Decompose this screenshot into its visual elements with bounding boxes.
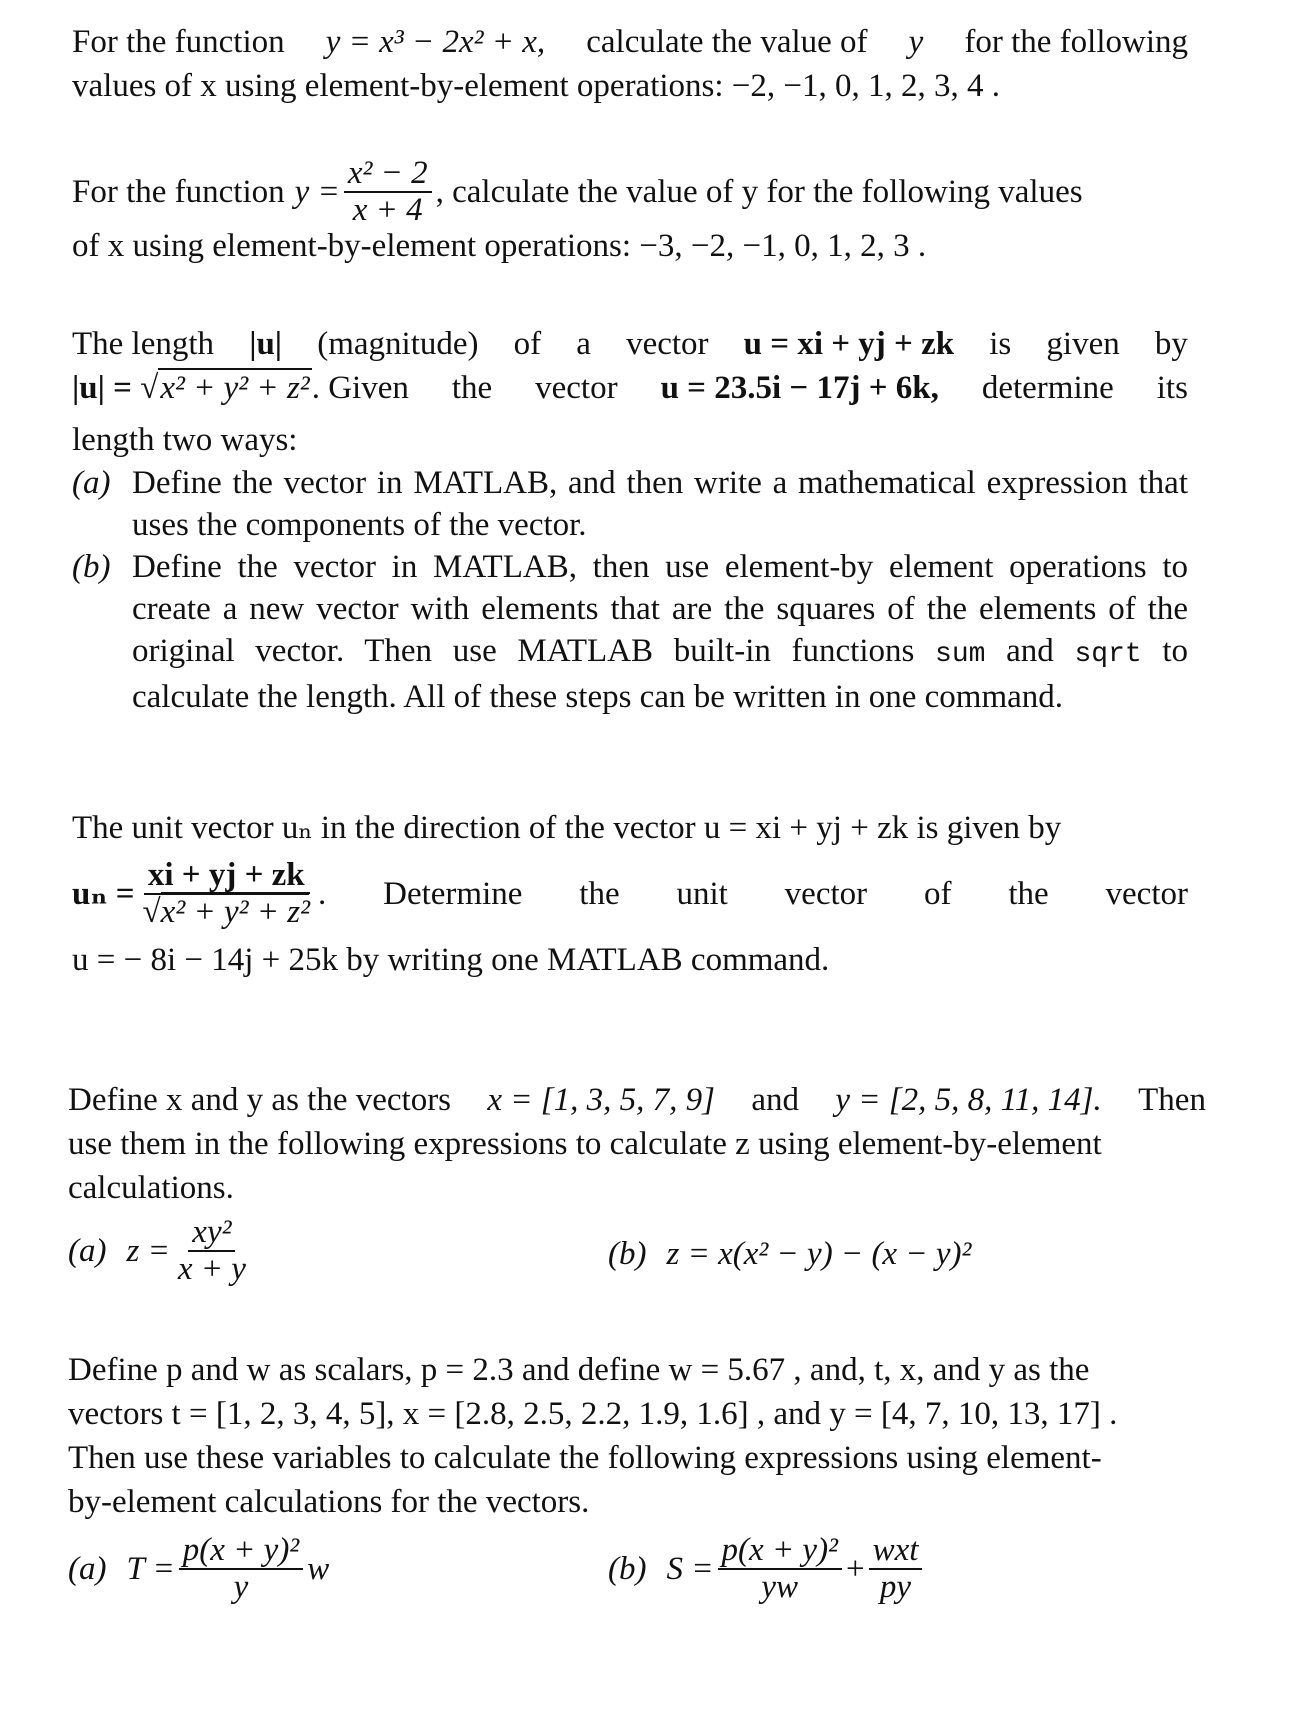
p1-text-2: calculate the value of <box>586 24 868 60</box>
problem-4 <box>72 806 1188 982</box>
p6-part-a-w: w <box>307 1551 330 1587</box>
p3-l1-d: of <box>513 326 542 362</box>
problem-3-line-3: length two ways: <box>72 422 298 458</box>
problem-5-line-2: use them in the following expressions to calculate z using element-by-element <box>68 1126 1102 1162</box>
problem-5 <box>68 1078 1206 1296</box>
p3-part-a-text: Define the vector in MATLAB, and then write a mathematical expression that uses the components of the vector. <box>132 465 1188 543</box>
p3-l2-a: . Given <box>311 370 409 406</box>
problem-4-line-2 <box>72 850 1188 938</box>
p4-w2: the <box>579 876 620 912</box>
p6-part-b-label: (b) <box>608 1551 647 1587</box>
p5-part-a-fraction <box>174 1216 250 1286</box>
problem-2-line-1 <box>72 155 1188 228</box>
p5-l1-a: Define x and y as the vectors <box>68 1082 452 1118</box>
p2-text-2: , calculate the value of y for the following values <box>435 174 1083 210</box>
problem-2 <box>72 155 1188 268</box>
p2-numerator: x² − 2 <box>344 157 432 193</box>
problem-3-line-1 <box>72 322 1188 366</box>
p3-part-b-text-1: Define the vector in MATLAB, then use element-by element operations to create a new vector with elements that are the squares of the elements of the original vector. Then use MATLAB built-in functions <box>132 549 1188 669</box>
p4-w3: unit <box>676 876 728 912</box>
p3-l1-vector-eq: u = xi + yj + zk <box>743 326 955 362</box>
p6-part-b-denominator-1: yw <box>761 1569 799 1605</box>
p5-x-vector: x = [1, 3, 5, 7, 9] <box>487 1082 715 1118</box>
p4-denominator: √x² + y² + z² <box>142 894 311 930</box>
p3-l1-a: The length <box>72 326 215 362</box>
p5-y-vector: y = [2, 5, 8, 11, 14]. <box>835 1082 1102 1118</box>
problem-3-part-b <box>72 546 1188 718</box>
p1-text-3: for the following <box>964 24 1188 60</box>
p5-equation-a <box>68 1216 254 1286</box>
p3-part-a-label: (a) <box>72 465 111 501</box>
p5-part-a-label: (a) <box>68 1233 107 1269</box>
p6-part-a-numerator: p(x + y)² <box>179 1534 303 1570</box>
problem-6-line-2: vectors t = [1, 2, 3, 4, 5], x = [2.8, 2.5, 2.2, 1.9, 1.6] , and y = [4, 7, 10, 13, 17] . <box>68 1396 1118 1432</box>
p6-part-a-denominator: y <box>233 1569 249 1605</box>
problem-3-part-a <box>72 462 1188 546</box>
p6-part-b-fraction-1 <box>718 1534 842 1604</box>
p6-part-b-fraction-2 <box>869 1534 923 1604</box>
problem-1 <box>72 20 1188 108</box>
p3-code-sum: sum <box>935 639 986 670</box>
p2-denominator: x + 4 <box>352 192 423 228</box>
problem-4-line-3: u = − 8i − 14j + 25k by writing one MATLAB command. <box>72 942 830 978</box>
p3-l1-h: is <box>989 326 1012 362</box>
p3-code-sqrt: sqrt <box>1074 639 1142 670</box>
p2-text-1: For the function <box>72 174 285 210</box>
problem-1-line-1 <box>72 20 1188 64</box>
problem-6-line-1: Define p and w as scalars, p = 2.3 and define w = 5.67 , and, t, x, and y as the <box>68 1352 1090 1388</box>
problem-5-line-1 <box>68 1078 1206 1122</box>
p3-l1-c: (magnitude) <box>317 326 479 362</box>
problem-5-line-3: calculations. <box>68 1170 234 1206</box>
p3-l2-b: the <box>451 370 493 406</box>
p5-part-b-label: (b) <box>608 1236 647 1272</box>
p3-l2-vector-value: u = 23.5i − 17j + 6k, <box>660 370 939 406</box>
problem-4-line-1: The unit vector uₙ in the direction of the vector u = xi + yj + zk is given by <box>72 810 1062 846</box>
p4-dot: . <box>318 876 327 912</box>
p3-l1-e: a <box>576 326 591 362</box>
p4-w4: vector <box>784 876 868 912</box>
p6-part-b-plus: + <box>845 1551 865 1587</box>
p4-w5: of <box>923 876 952 912</box>
problem-3 <box>72 322 1188 718</box>
p6-part-a-lhs: T = <box>126 1551 175 1587</box>
p4-w1: Determine <box>383 876 523 912</box>
p3-l2-formula <box>72 366 409 410</box>
p3-l1-f: vector <box>626 326 709 362</box>
problem-5-equations <box>68 1216 1206 1296</box>
problem-1-line-2: values of x using element-by-element operations: −2, −1, 0, 1, 2, 3, 4 . <box>72 68 1001 104</box>
p4-numerator: xi + yj + zk <box>144 859 309 895</box>
p5-part-a-lhs: z = <box>126 1233 170 1269</box>
problem-6-line-3: Then use these variables to calculate the following expressions using element- <box>68 1440 1102 1476</box>
p3-l2-f: its <box>1156 370 1188 406</box>
p6-equation-b <box>608 1534 926 1604</box>
p1-function-equation: y = x³ − 2x² + x, <box>325 24 546 60</box>
p4-radicand: x² + y² + z² <box>160 894 311 930</box>
p3-l2-radicand: x² + y² + z² <box>160 370 310 406</box>
problem-2-line-2: of x using element-by-element operations: −3, −2, −1, 0, 1, 2, 3 . <box>72 228 927 264</box>
p5-equation-b <box>608 1216 971 1292</box>
p2-y-equals: y = <box>294 174 340 210</box>
p3-l1-i: given <box>1046 326 1120 362</box>
p5-part-a-denominator: x + y <box>177 1251 246 1287</box>
p6-part-b-numerator-1: p(x + y)² <box>718 1534 842 1570</box>
p3-part-b-label: (b) <box>72 549 111 585</box>
p5-l1-and: and <box>751 1082 800 1118</box>
p4-formula <box>72 859 326 929</box>
p3-l2-e: determine <box>981 370 1114 406</box>
p6-part-b-denominator-2: py <box>879 1569 912 1605</box>
p3-part-b-text-2: to calculate the length. All of these steps can be written in one command. <box>132 633 1189 715</box>
p4-w7: vector <box>1105 876 1188 912</box>
p1-var-y: y <box>908 24 924 60</box>
problem-6 <box>68 1348 1206 1614</box>
p3-l1-magnitude: |u| <box>249 326 283 362</box>
p5-part-b-expression: z = x(x² − y) − (x − y)² <box>666 1236 972 1272</box>
p6-equation-a <box>68 1534 329 1604</box>
p4-w6: the <box>1008 876 1049 912</box>
p6-part-b-numerator-2: wxt <box>869 1534 923 1570</box>
p2-fraction <box>344 157 432 227</box>
p3-l2-lhs: |u| = <box>72 370 132 406</box>
p4-fraction <box>139 859 314 929</box>
p4-lhs: uₙ = <box>72 876 135 912</box>
problem-6-equations <box>68 1534 1206 1614</box>
p1-text-1: For the function <box>72 24 285 60</box>
p6-part-b-lhs: S = <box>666 1551 714 1587</box>
p6-part-a-label: (a) <box>68 1551 107 1587</box>
problem-3-line-2 <box>72 366 1188 418</box>
p6-part-a-fraction <box>179 1534 303 1604</box>
p3-l1-j: by <box>1154 326 1188 362</box>
p3-l2-c: vector <box>535 370 618 406</box>
p3-and: and <box>1006 633 1054 669</box>
sqrt-symbol: √x² + y² + z² <box>140 370 310 406</box>
problem-6-line-4: by-element calculations for the vectors. <box>68 1484 590 1520</box>
p5-l1-then: Then <box>1138 1082 1206 1118</box>
p5-part-a-numerator: xy² <box>188 1216 235 1252</box>
